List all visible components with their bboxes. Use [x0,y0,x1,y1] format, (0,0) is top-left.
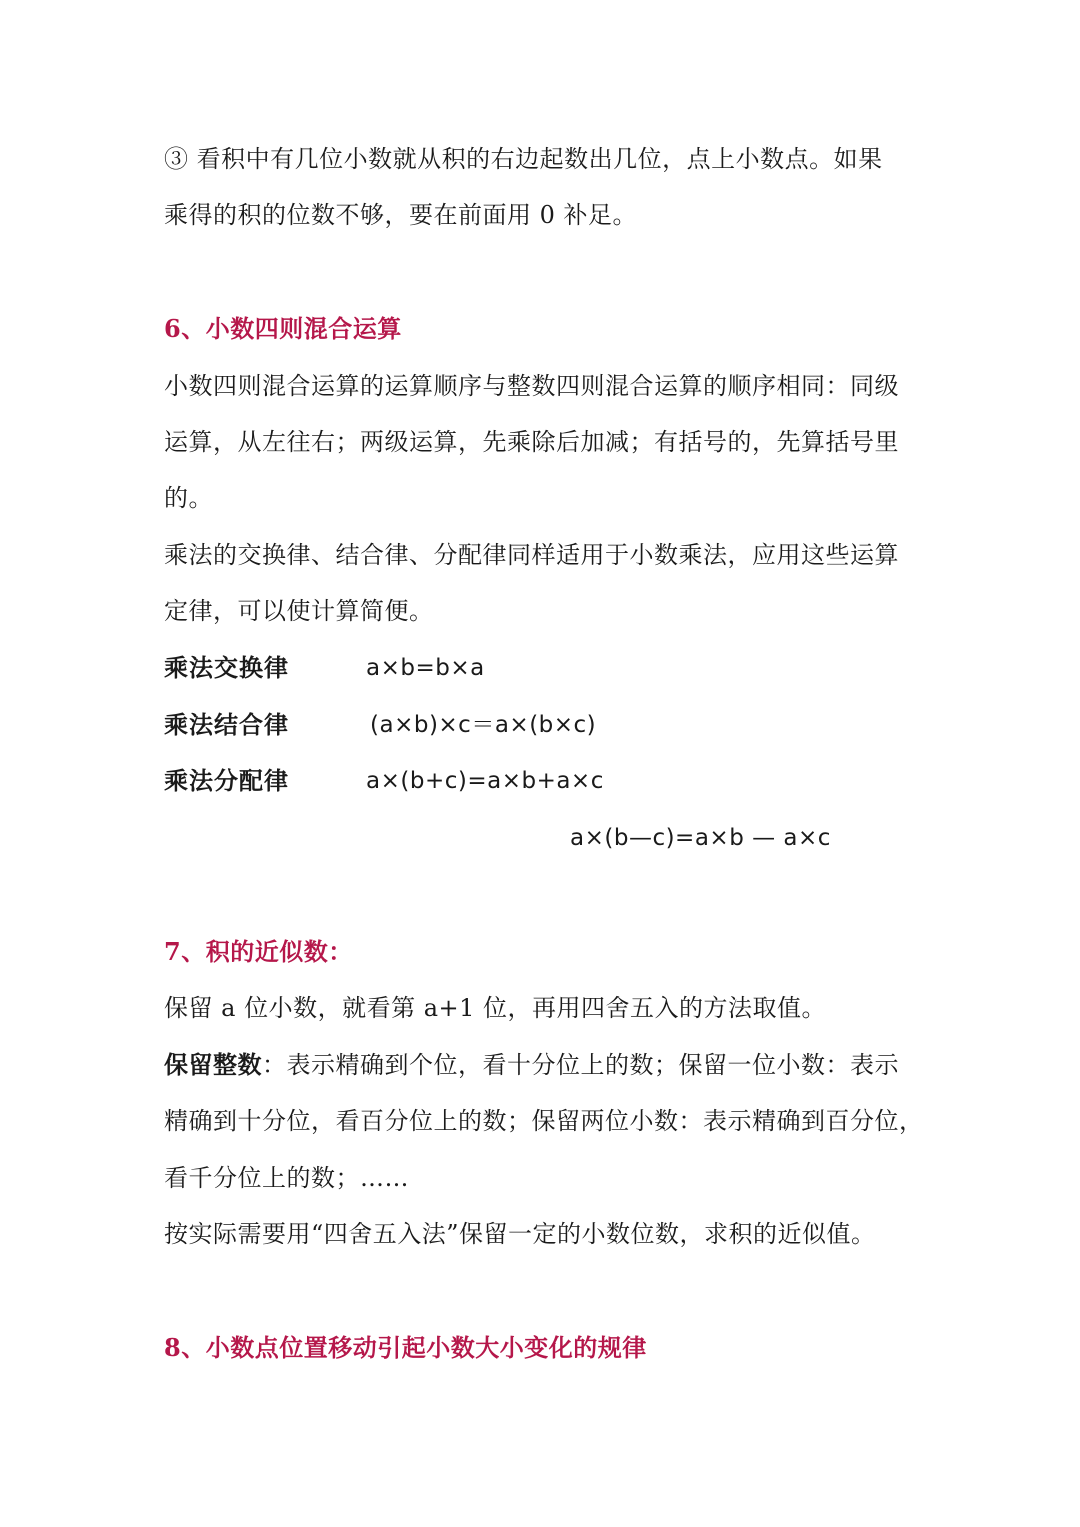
section-7-para1: 保留 a 位小数，就看第 a+1 位，再用四舍五入的方法取值。 [164,994,827,1022]
section-6-heading: 6、小数四则混合运算 [164,314,402,343]
section-7-para2-line-1-rest: ：表示精确到个位，看十分位上的数；保留一位小数：表示 [262,1051,899,1079]
section-7-para2-line-1 [164,1049,899,1081]
section-7-para2-line-3: 看千分位上的数；…… [164,1164,409,1192]
section-6-para1-line-2: 运算，从左往右；两级运算，先乘除后加减；有括号的，先算括号里 [164,428,899,456]
law-distributive-subtraction-formula: a×(b—c)=a×b — a×c [570,825,831,851]
section-7-para3: 按实际需要用“四舍五入法”保留一定的小数位数，求积的近似值。 [164,1220,876,1248]
section-7-para2-line-2: 精确到十分位，看百分位上的数；保留两位小数：表示精确到百分位， [164,1107,924,1135]
bold-lead-keep-integer: 保留整数 [164,1050,262,1079]
section-6-para1-line-3: 的。 [164,484,213,512]
section-6-para1-line-1: 小数四则混合运算的运算顺序与整数四则混合运算的顺序相同：同级 [164,372,899,400]
step3-line-2: 乘得的积的位数不够，要在前面用 0 补足。 [164,201,638,229]
law-commutative-label: 乘法交换律 [164,653,289,682]
law-distributive-formula: a×(b+c)=a×b+a×c [366,768,604,794]
section-6-para2-line-1: 乘法的交换律、结合律、分配律同样适用于小数乘法，应用这些运算 [164,541,899,569]
step3-line-1: ③ 看积中有几位小数就从积的右边起数出几位，点上小数点。如果 [164,145,883,173]
law-commutative-formula: a×b=b×a [366,655,485,681]
section-7-heading: 7、积的近似数： [164,937,353,966]
law-associative-formula: (a×b)×c＝a×(b×c) [370,712,597,738]
section-6-para2-line-2: 定律，可以使计算简便。 [164,597,434,625]
section-8-heading: 8、小数点位置移动引起小数大小变化的规律 [164,1333,647,1362]
law-distributive-label: 乘法分配律 [164,766,289,795]
law-associative-label: 乘法结合律 [164,710,289,739]
